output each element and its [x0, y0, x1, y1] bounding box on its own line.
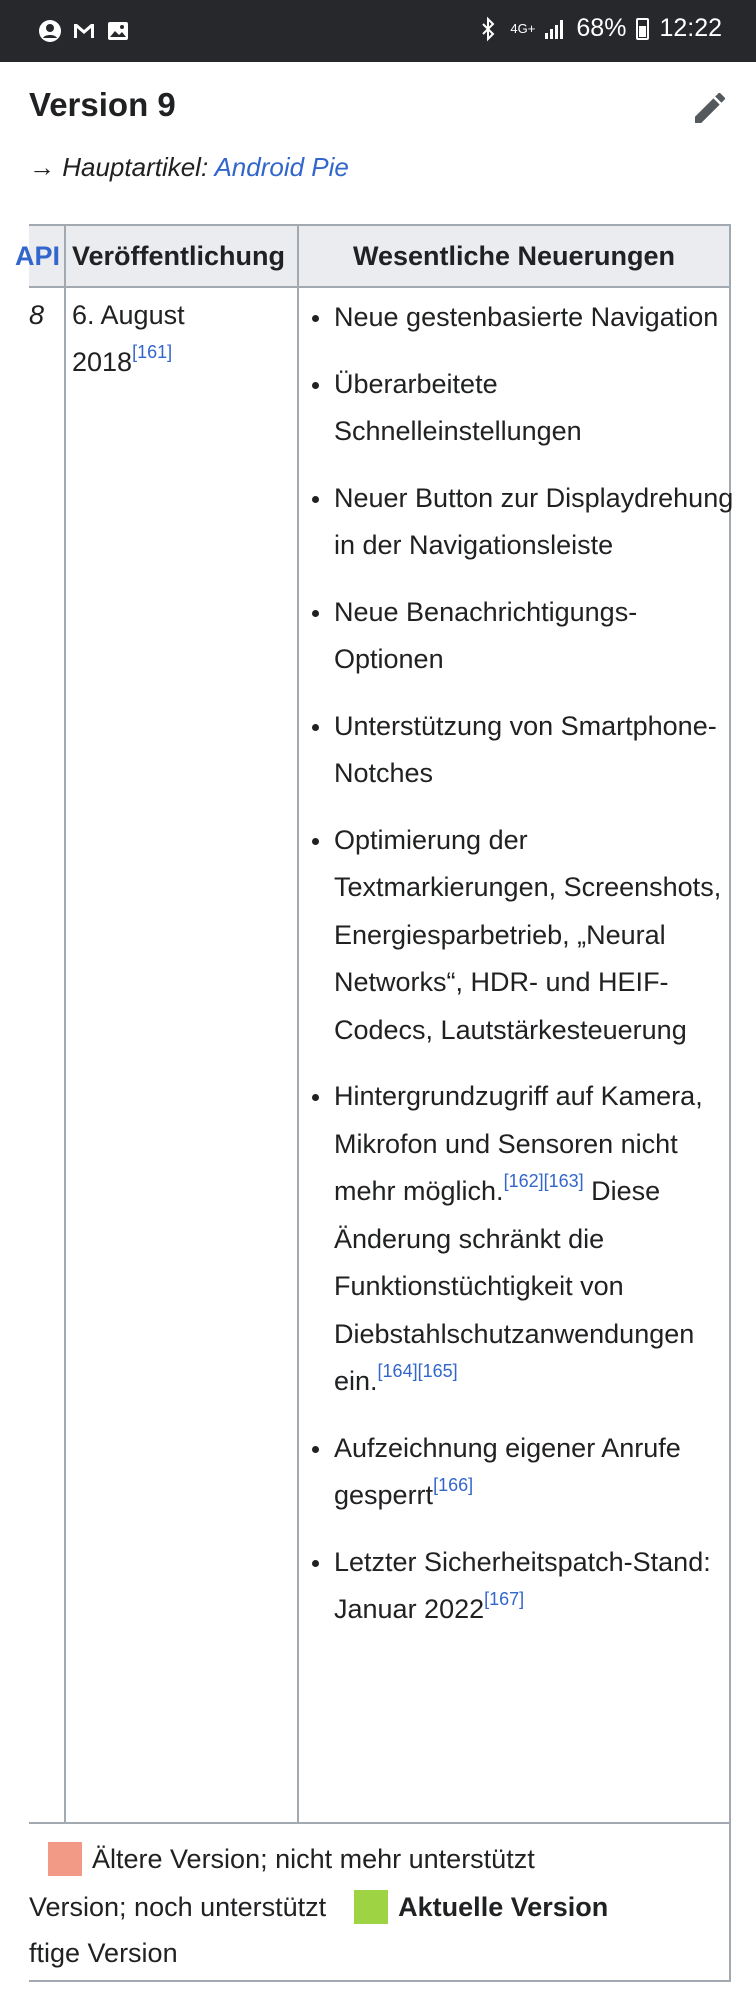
battery-percent: 68% [576, 14, 627, 42]
list-item [304, 361, 734, 456]
feature-text-continued: Diese Änderung schränkt die Funktionstüchtigkeit von Diebstahlschutzanwendungen ein. [334, 1176, 695, 1396]
ref-161[interactable]: [161] [132, 342, 173, 362]
legend-current-label: Aktuelle Version [398, 1891, 609, 1922]
feature-text: Neuer Button zur Displaydrehung in der Navigationsleiste [334, 482, 734, 560]
list-item [304, 589, 734, 684]
feature-text: Aufzeichnung eigener Anrufe gesperrt [334, 1432, 681, 1510]
feature-text: Neue gestenbasierte Navigation [334, 302, 719, 332]
ref-167[interactable]: [167] [484, 1589, 525, 1609]
feature-text: Neue Benachrichtigungs-Optionen [334, 596, 638, 674]
status-left-icons [38, 19, 130, 43]
signal-icon [542, 17, 566, 41]
list-item [304, 1539, 734, 1634]
release-date-line1: 6. August [72, 300, 185, 330]
legend-bottom-border [29, 1980, 731, 1982]
list-item [304, 475, 734, 570]
ref-164-165[interactable]: [164][165] [377, 1361, 458, 1381]
table-row-bottom-border [29, 1822, 731, 1824]
status-right-icons [476, 14, 722, 43]
image-icon [106, 19, 130, 43]
edit-pencil-icon[interactable] [690, 88, 730, 128]
legend-older [48, 1834, 535, 1884]
list-item [304, 1425, 734, 1520]
legend-swatch-older [48, 1842, 82, 1876]
bluetooth-icon [476, 17, 500, 41]
ref-162-163[interactable]: [162][163] [503, 1171, 584, 1191]
table-header-bottom-border [29, 286, 731, 288]
account-circle-icon [38, 19, 62, 43]
list-item [304, 703, 734, 798]
hatnote-link-android-pie[interactable]: Android Pie [214, 152, 349, 182]
gmail-icon [72, 19, 96, 43]
feature-text: Optimierung der Textmarkierungen, Screenshots, Energiesparbetrieb, „Neural Networks“, HDR- und HEIF-Codecs, Lautstärkesteuerung [334, 824, 722, 1045]
cell-release-date [72, 292, 292, 386]
legend-future-label: ftige Version [29, 1937, 178, 1968]
status-bar [0, 0, 756, 62]
section-heading: Version 9 [29, 86, 176, 123]
legend-older-label: Ältere Version; nicht mehr unterstützt [92, 1843, 535, 1874]
hatnote [29, 152, 349, 183]
clock: 12:22 [659, 14, 722, 42]
legend-supported-current [29, 1882, 608, 1932]
header-release-label: Veröffentlichung [72, 240, 286, 271]
header-api[interactable] [14, 226, 64, 286]
header-features-label: Wesentliche Neuerungen [352, 240, 676, 271]
battery-icon [636, 18, 649, 40]
legend-swatch-current [354, 1890, 388, 1924]
feature-text: Unterstützung von Smartphone-Notches [334, 710, 717, 788]
feature-text: Überarbeitete Schnelleinstellungen [334, 368, 582, 446]
col-divider-2 [297, 224, 299, 1822]
feature-text: Hintergrundzugriff auf Kamera, Mikrofon und Sensoren nicht mehr möglich. [334, 1081, 703, 1206]
network-type: 4G+ [510, 20, 536, 36]
col-divider-1 [64, 224, 66, 1822]
header-features[interactable] [299, 226, 729, 286]
cell-api: 8 [29, 300, 45, 330]
release-date-line2 [72, 339, 292, 386]
legend-future [29, 1930, 178, 1976]
header-release[interactable] [66, 226, 297, 286]
feature-list [304, 294, 734, 1653]
feature-text: Letzter Sicherheitspatch-Stand: Januar 2022 [334, 1546, 711, 1624]
ref-166[interactable]: [166] [433, 1475, 474, 1495]
release-year: 2018 [72, 347, 133, 377]
list-item [304, 1073, 734, 1406]
list-item [304, 817, 734, 1055]
list-item [304, 294, 734, 342]
header-api-label: API [14, 240, 60, 271]
hatnote-prefix: → Hauptartikel: [29, 152, 215, 182]
legend-supported-label: Version; noch unterstützt [29, 1891, 327, 1922]
